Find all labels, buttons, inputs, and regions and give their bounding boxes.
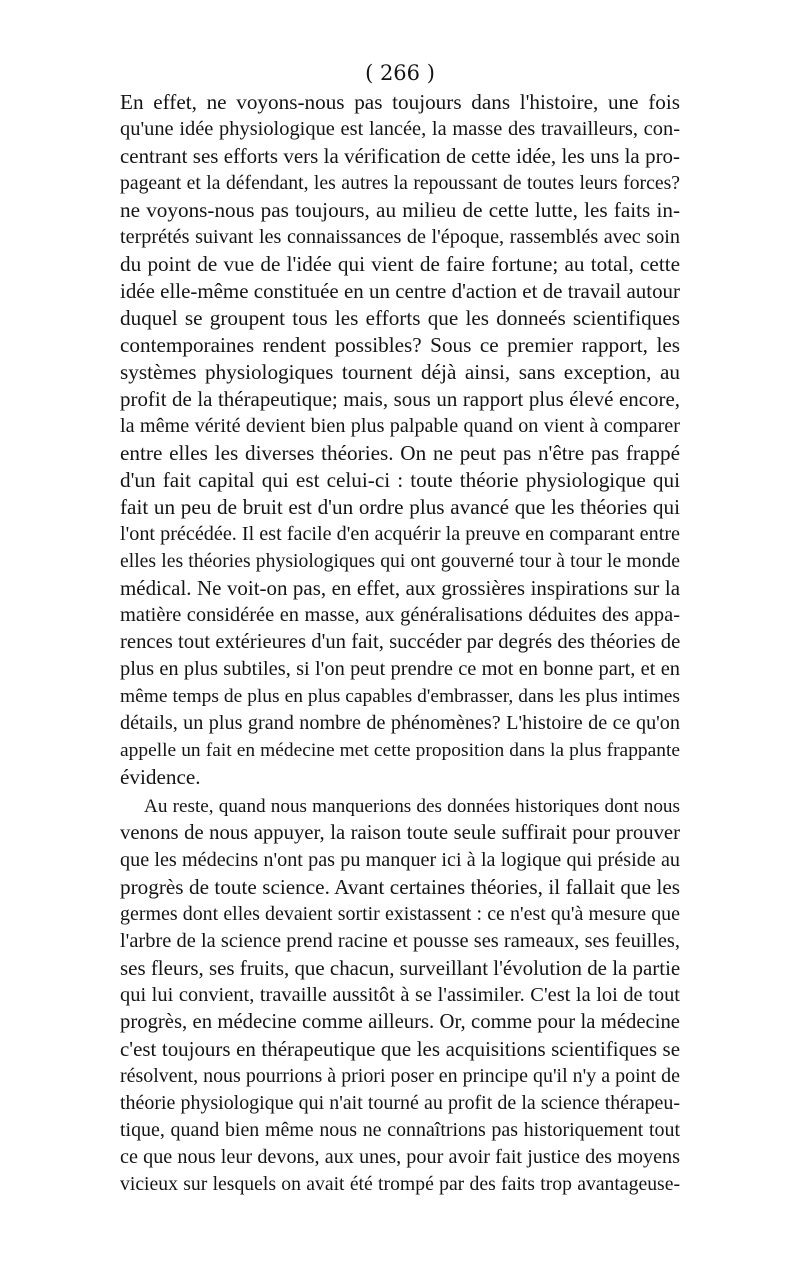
text-line: médical. Ne voit-on pas, en effet, aux grossières inspirations sur la: [120, 576, 680, 600]
text-line: duquel se groupent tous les efforts que les donneés scientifiques: [120, 306, 680, 330]
text-line: fait un peu de bruit est d'un ordre plus avancé que les théories qui: [120, 495, 680, 519]
text-line: que les médecins n'ont pas pu manquer ici à la logique qui préside au: [120, 849, 680, 871]
text-line: appelle un fait en médecine met cette proposition dans la plus frappante: [120, 740, 680, 761]
text-line: l'arbre de la science prend racine et pousse ses rameaux, ses feuilles,: [120, 930, 680, 952]
text-line: qui lui convient, travaille aussitôt à se l'assimiler. C'est la loi de tout: [120, 984, 680, 1006]
text-line: l'ont précédée. Il est facile d'en acquérir la preuve en comparant entre: [120, 523, 680, 545]
text-line: terprétés suivant les connaissances de l'époque, rassemblés avec soin: [120, 226, 680, 248]
text-line: entre elles les diverses théories. On ne peut pas n'être pas frappé: [120, 441, 680, 465]
text-line: profit de la thérapeutique; mais, sous un rapport plus élevé encore,: [120, 387, 680, 411]
text-line: détails, un plus grand nombre de phénomènes? L'histoire de ce qu'on: [120, 712, 680, 734]
text-line: évidence.: [120, 765, 201, 789]
text-line: qu'une idée physiologique est lancée, la masse des travailleurs, con-: [120, 118, 680, 140]
text-line: c'est toujours en thérapeutique que les acquisitions scientifiques se: [120, 1037, 680, 1061]
text-line: centrant ses efforts vers la vérification de cette idée, les uns la pro-: [120, 144, 680, 168]
text-line: du point de vue de l'idée qui vient de faire fortune; au total, cette: [120, 252, 680, 276]
text-line: progrès, en médecine comme ailleurs. Or, comme pour la médecine: [120, 1011, 680, 1033]
text-line: pageant et la défendant, les autres la repoussant de toutes leurs forces?: [120, 172, 680, 194]
text-line: ce que nous leur devons, aux unes, pour avoir fait justice des moyens: [120, 1146, 680, 1168]
text-line: germes dont elles devaient sortir existassent : ce n'est qu'à mesure que: [120, 903, 680, 925]
text-line: rences tout extérieures d'un fait, succéder par degrés des théories de: [120, 631, 680, 653]
text-line: matière considérée en masse, aux généralisations déduites des appa-: [120, 604, 680, 626]
text-line: même temps de plus en plus capables d'embrasser, dans les plus intimes: [120, 686, 680, 707]
text-line: idée elle-même constituée en un centre d'action et de travail autour: [120, 279, 680, 303]
text-line: ne voyons-nous pas toujours, au milieu de cette lutte, les faits in-: [120, 198, 680, 222]
text-line: En effet, ne voyons-nous pas toujours dans l'histoire, une fois: [120, 90, 680, 114]
text-line: systèmes physiologiques tournent déjà ainsi, sans exception, au: [120, 360, 680, 384]
text-line: la même vérité devient bien plus palpable quand on vient à comparer: [120, 415, 680, 437]
text-line: progrès de toute science. Avant certaines théories, il fallait que les: [120, 875, 680, 899]
text-line: contemporaines rendent possibles? Sous ce premier rapport, les: [120, 333, 680, 357]
text-line: elles les théories physiologiques qui ont gouverné tour à tour le monde: [120, 550, 680, 572]
text-line: théorie physiologique qui n'ait tourné au profit de la science thérapeu-: [120, 1092, 680, 1114]
text-line: d'un fait capital qui est celui-ci : toute théorie physiologique qui: [120, 468, 680, 492]
text-line: ses fleurs, ses fruits, que chacun, surveillant l'évolution de la partie: [120, 956, 680, 980]
page-number: ( 266 ): [365, 61, 435, 85]
text-line: résolvent, nous pourrions à priori poser en principe qu'il n'y a point de: [120, 1065, 680, 1087]
text-line: tique, quand bien même nous ne connaîtrions pas historiquement tout: [120, 1119, 680, 1141]
text-line: venons de nous appuyer, la raison toute seule suffirait pour prouver: [120, 822, 680, 844]
text-line: Au reste, quand nous manquerions des données historiques dont nous: [144, 796, 680, 817]
text-line: vicieux sur lesquels on avait été trompé par des faits trop avantageuse-: [120, 1173, 680, 1195]
text-line: plus en plus subtiles, si l'on peut prendre ce mot en bonne part, et en: [120, 658, 680, 680]
